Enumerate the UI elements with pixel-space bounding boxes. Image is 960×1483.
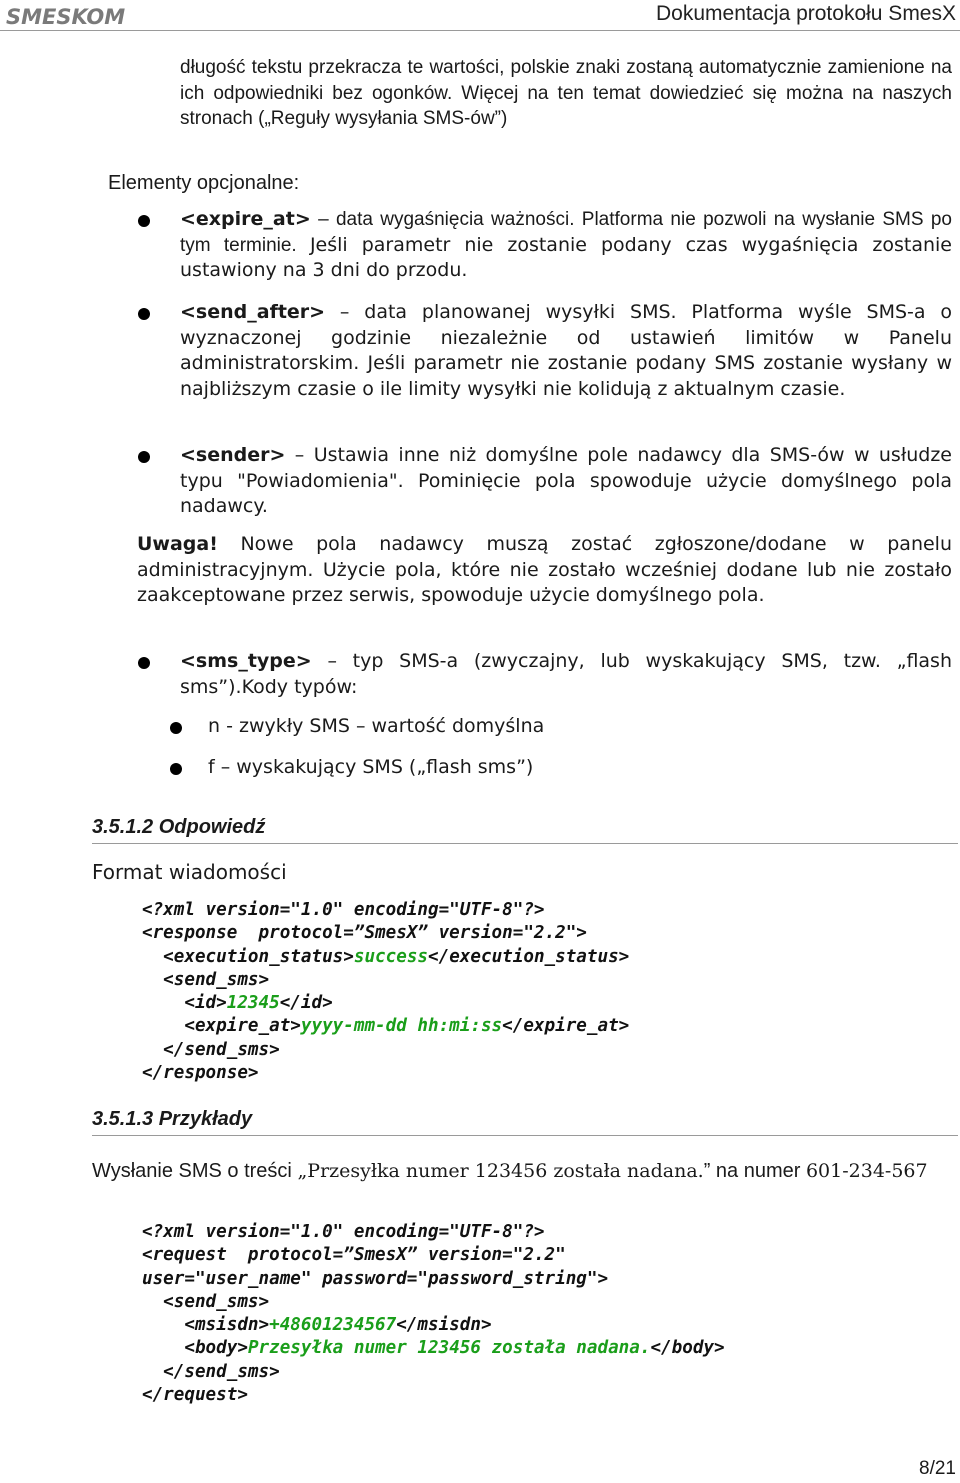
format-label: Format wiadomości: [92, 860, 287, 884]
bullet-text: <sms_type> – typ SMS-a (zwyczajny, lub wyskakujący SMS, tzw. „flash sms”).Kody typów:: [180, 650, 952, 698]
lead-paragraph: długość tekstu przekracza te wartości, polskie znaki zostaną automatycznie zamienione na ich odpowiedniki bez ogonków. Więcej na ten temat dowiedzieć się można na naszych stronach („Reguły wysyłania SMS-ów”): [180, 57, 952, 129]
section-heading-response: 3.5.1.2 Odpowiedź: [92, 816, 266, 838]
page-number: 8/21: [919, 1458, 956, 1479]
bullet-text: <expire_at> – data wygaśnięcia ważności. Platforma nie pozwoli na wysłanie SMS po tym terminie. Jeśli parametr nie zostanie podany czas wygaśnięcia zostanie ustawiony na 3 dni do przodu.: [180, 208, 952, 281]
bullet-dot: [138, 451, 150, 463]
optional-elements-title: Elementy opcjonalne:: [108, 172, 300, 194]
page-header: [0, 0, 960, 31]
section-divider: [92, 1135, 958, 1136]
example-intro: Wysłanie SMS o treści „Przesyłka numer 123456 została nadana.” na numer 601-234-567: [92, 1160, 928, 1182]
warning-note: [137, 532, 952, 609]
bullet-dot: [138, 308, 150, 320]
section-divider: [92, 843, 958, 844]
bullet-dot: [138, 215, 150, 227]
bullet-text: <send_after> – data planowanej wysyłki SMS. Platforma wyśle SMS-a o wyznaczonej godzinie niezależnie od ustawień limitów w Panelu administratorskim. Jeśli parametr nie zostanie podany SMS zostanie wysłany w najbliższym czasie o ile limity wysyłki nie kolidują z aktualnym czasie.: [180, 301, 952, 400]
warning-text: Nowe pola nadawcy muszą zostać zgłoszone/dodane w panelu administracyjnym. Użycie pola, które nie zostało wcześniej dodane lub nie zostało zaakceptowane przez serwis, spowoduje użycie domyślnego pola.: [137, 533, 952, 606]
bullet-dot: [170, 722, 182, 734]
document-title: Dokumentacja protokołu SmesX: [656, 2, 956, 25]
section-heading-examples: 3.5.1.3 Przykłady: [92, 1108, 253, 1130]
warning-label: Uwaga!: [137, 533, 218, 555]
bullet-dot: [170, 763, 182, 775]
bullet-text: n - zwykły SMS – wartość domyślna: [208, 715, 545, 737]
bullet-text: f – wyskakujący SMS („flash sms”): [208, 756, 534, 778]
smeskom-logo: [4, 4, 162, 28]
svg-text:SMESKOM: SMESKOM: [6, 5, 126, 28]
response-code-block: <?xml version="1.0" encoding="UTF-8"?> <response protocol=”SmesX” version="2.2"> <execution_status>success</execution_status> <send_sms> <id>12345</id> <expire_at>yyyy-mm-dd hh:mi:ss</expire_at> </send_sms> </response>: [142, 900, 630, 1084]
bullet-dot: [138, 657, 150, 669]
request-code-block: <?xml version="1.0" encoding="UTF-8"?> <request protocol=”SmesX” version="2.2" user="user_name" password="password_string"> <send_sms> <msisdn>+48601234567</msisdn> <body>Przesyłka numer 123456 została nadana.</body> </send_sms> </request>: [142, 1222, 725, 1406]
bullet-text: <sender> – Ustawia inne niż domyślne pole nadawcy dla SMS-ów w usłudze typu "Powiadomienia". Pominięcie pola spowoduje użycie domyślnego pola nadawcy.: [180, 444, 952, 517]
